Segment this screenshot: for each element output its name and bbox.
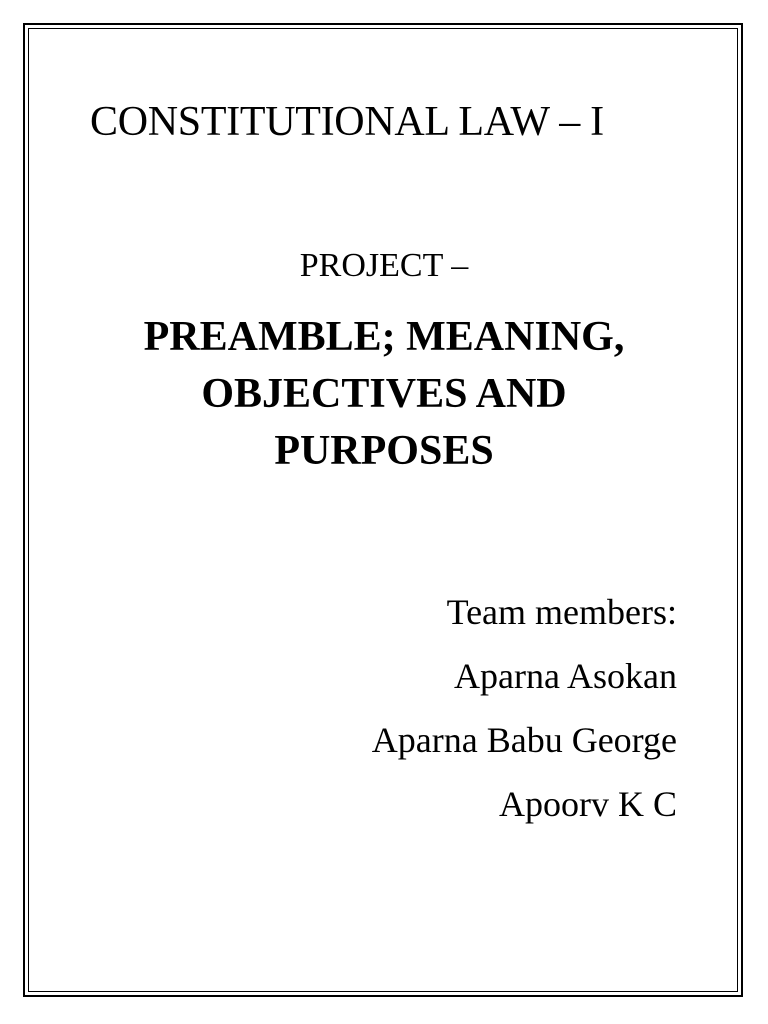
page-border bbox=[23, 23, 743, 997]
project-title bbox=[84, 309, 684, 480]
team-section bbox=[372, 580, 677, 836]
team-member-1: Aparna Asokan bbox=[454, 656, 677, 696]
team-member-3: Apoorv K C bbox=[499, 784, 677, 824]
team-heading: Team members: bbox=[446, 592, 677, 632]
team-member-2: Aparna Babu George bbox=[371, 720, 677, 760]
project-title-line-3: PURPOSES bbox=[274, 428, 494, 474]
course-title: CONSTITUTIONAL LAW – I bbox=[90, 99, 604, 145]
project-title-line-2: OBJECTIVES AND bbox=[201, 371, 567, 417]
project-title-line-1: PREAMBLE; MEANING, bbox=[143, 314, 625, 360]
project-label: PROJECT – bbox=[299, 247, 469, 284]
page-border-inner bbox=[28, 28, 738, 992]
